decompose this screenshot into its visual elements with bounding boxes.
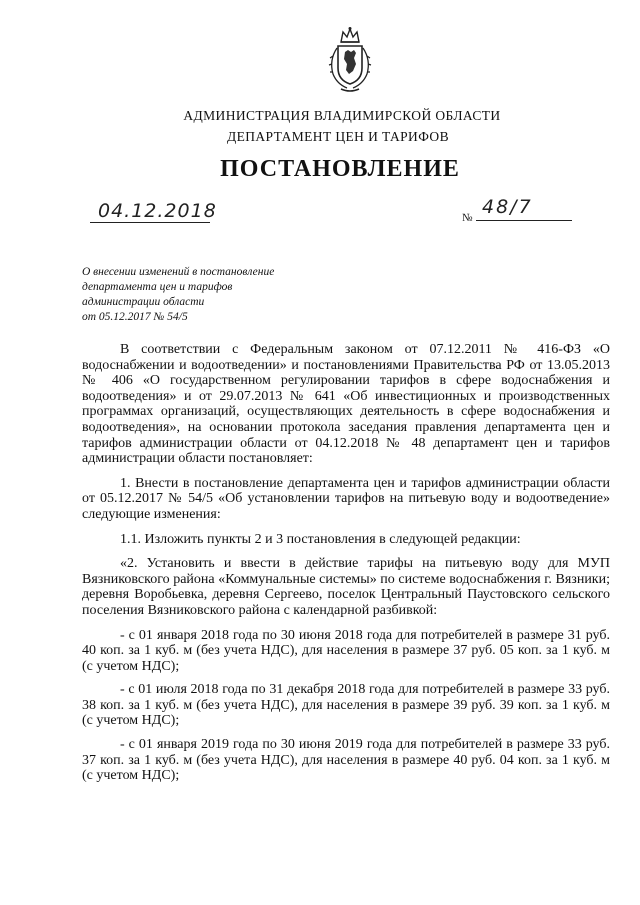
subject-line: администрации области (82, 296, 205, 308)
tariff-paragraph: - с 01 января 2019 года по 30 июня 2019 года для потребителей в размере 33 руб. 37 коп. за 1 куб. м (без учета НДС), для населения в размере 40 руб. 04 коп. за 1 куб. м (с учетом НДС); (82, 737, 610, 784)
tariff-paragraph: - с 01 января 2018 года по 30 июня 2018 года для потребителей в размере 31 руб. 40 коп. за 1 куб. м (без учета НДС), для населения в размере 37 руб. 05 коп. за 1 куб. м (с учетом НДС); (82, 627, 610, 674)
organization-name: АДМИНИСТРАЦИЯ ВЛАДИМИРСКОЙ ОБЛАСТИ (183, 108, 501, 123)
number-prefix: № (462, 212, 473, 224)
number-underline (476, 220, 572, 221)
preamble-paragraph: В соответствии с Федеральным законом от 07.12.2011 № 416-ФЗ «О водоснабжении и водоотведении» и постановлениями Правительства РФ от 13.05.2013 № 406 «О государственном регулировании тарифов в сфере водоснабжения и водоотведения» и от 29.07.2013 № 641 «Об инвестиционных и производственных программах организаций, осуществляющих деятельность в сфере водоснабжения и водоотведения», на основании протокола заседания правления департамента цен и тарифов администрации области от 04.12.2018 № 48 департамент цен и тарифов администрации области постановляет: (82, 342, 610, 467)
document-body (82, 342, 610, 792)
coat-of-arms-icon (325, 26, 375, 94)
department-name: ДЕПАРТАМЕНТ ЦЕН И ТАРИФОВ (227, 129, 449, 144)
item-1-paragraph: 1. Внести в постановление департамента цен и тарифов администрации области от 05.12.2017 № 54/5 «Об установлении тарифов на питьевую воду и водоотведение» следующие изменения: (82, 475, 610, 522)
document-date: 04.12.2018 (98, 200, 217, 222)
subject-line: от 05.12.2017 № 54/5 (82, 311, 188, 323)
date-underline (90, 222, 210, 223)
subject-line: департамента цен и тарифов (82, 281, 233, 293)
document-subject (82, 265, 342, 325)
document-number: 48/7 (482, 196, 533, 218)
tariff-paragraph: - с 01 июля 2018 года по 31 декабря 2018 года для потребителей в размере 33 руб. 38 коп. за 1 куб. м (без учета НДС), для населения в размере 39 руб. 39 коп. за 1 куб. м (с учетом НДС); (82, 682, 610, 729)
item-2-paragraph: «2. Установить и ввести в действие тарифы на питьевую воду для МУП Вязниковского района «Коммунальные системы» по системе водоснабжения г. Вязники; деревня Воробьевка, деревня Сергеево, поселок Центральный Паустовского сельского поселения Вязниковского района с календарной разбивкой: (82, 556, 610, 618)
document-type-title: ПОСТАНОВЛЕНИЕ (220, 156, 460, 182)
subject-line: О внесении изменений в постановление (82, 266, 275, 278)
item-1-1-paragraph: 1.1. Изложить пункты 2 и 3 постановления в следующей редакции: (120, 531, 521, 547)
